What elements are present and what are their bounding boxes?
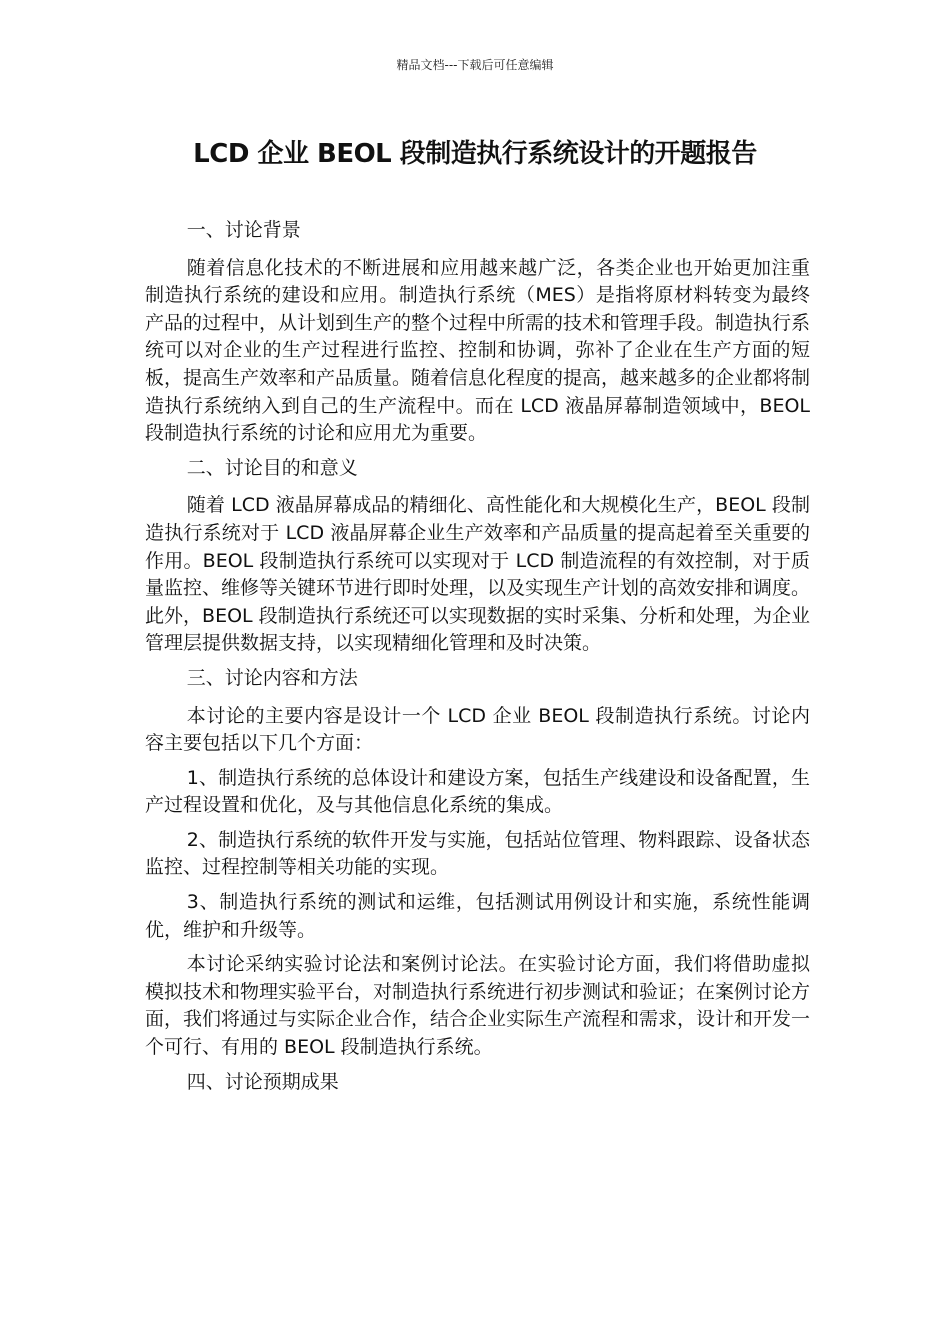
paragraph: 随着 LCD 液晶屏幕成品的精细化、高性能化和大规模化生产，BEOL 段制造执行系统对于 LCD 液晶屏幕企业生产效率和产品质量的提高起着至关重要的作用。BEOL 段制造执行系统可以实现对于 LCD 制造流程的有效控制，对于质量监控、维修等关键环节进行即时处理，以及实现生产计划的高效安排和调度。此外，BEOL 段制造执行系统还可以实现数据的实时采集、分析和处理，为企业管理层提供数据支持，以实现精细化管理和及时决策。 bbox=[145, 494, 811, 655]
document-body bbox=[145, 217, 810, 1106]
paragraph: 本讨论采纳实验讨论法和案例讨论法。在实验讨论方面，我们将借助虚拟模拟技术和物理实验平台，对制造执行系统进行初步测试和验证；在案例讨论方面，我们将通过与实际企业合作，结合企业实际生产流程和需求，设计和开发一个可行、有用的 BEOL 段制造执行系统。 bbox=[145, 953, 811, 1059]
document-title: LCD 企业 BEOL 段制造执行系统设计的开题报告 bbox=[193, 139, 757, 169]
section-heading: 一、讨论背景 bbox=[186, 219, 301, 241]
section-heading: 三、讨论内容和方法 bbox=[186, 666, 358, 689]
paragraph: 本讨论的主要内容是设计一个 LCD 企业 BEOL 段制造执行系统。讨论内容主要包括以下几个方面： bbox=[145, 704, 810, 755]
paragraph: 随着信息化技术的不断进展和应用越来越广泛，各类企业也开始更加注重制造执行系统的建设和应用。制造执行系统（MES）是指将原材料转变为最终产品的过程中，从计划到生产的整个过程中所需的技术和管理手段。制造执行系统可以对企业的生产过程进行监控、控制和协调，弥补了企业在生产方面的短板，提高生产效率和产品质量。随着信息化程度的提高，越来越多的企业都将制造执行系统纳入到自己的生产流程中。而在 LCD 液晶屏幕制造领域中，BEOL 段制造执行系统的讨论和应用尤为重要。 bbox=[145, 256, 811, 445]
list-item: 1、制造执行系统的总体设计和建设方案，包括生产线建设和设备配置，生产过程设置和优化，及与其他信息化系统的集成。 bbox=[145, 766, 810, 817]
section-heading: 四、讨论预期成果 bbox=[186, 1070, 339, 1093]
list-item: 2、制造执行系统的软件开发与实施，包括站位管理、物料跟踪、设备状态监控、过程控制等相关功能的实现。 bbox=[145, 828, 810, 879]
page-header: 精品文档---下载后可任意编辑 bbox=[396, 58, 554, 72]
section-heading: 二、讨论目的和意义 bbox=[186, 456, 358, 479]
list-item: 3、制造执行系统的测试和运维，包括测试用例设计和实施，系统性能调优，维护和升级等。 bbox=[145, 891, 810, 941]
